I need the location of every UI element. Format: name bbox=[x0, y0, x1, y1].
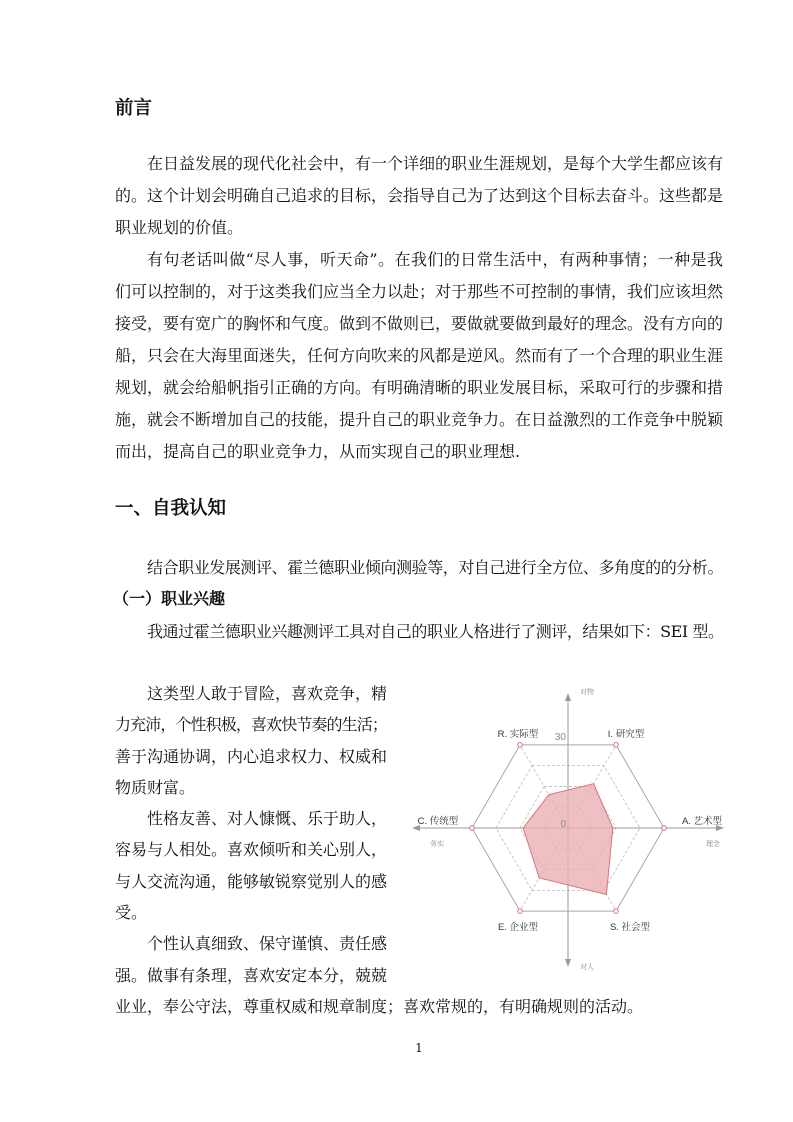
description-p1-line: 善于沟通协调，内心追求权力、权威和 bbox=[115, 746, 388, 766]
preface-p2-line: 而出，提高自己的职业竞争力，从而实现自己的职业理想. bbox=[115, 442, 521, 461]
description-p3-line: 强。做事有条理，喜欢安定本分，兢兢 bbox=[115, 965, 388, 985]
description-p1-line: 力充沛，个性积极，喜欢快节奏的生活； bbox=[115, 715, 387, 735]
description-p3-line: 业业，奉公守法，尊重权威和规章制度；喜欢常规的，有明确规则的活动。 bbox=[115, 996, 644, 1016]
preface-p2-line: 船，只会在大海里面迷失，任何方向吹来的风都是逆风。然而有了一个合理的职业生涯 bbox=[115, 346, 724, 365]
radar-category-label: S. 社会型 bbox=[609, 922, 651, 933]
description-p2-line: 受。 bbox=[115, 903, 148, 923]
page-number: 1 bbox=[415, 1041, 423, 1055]
radar-category-label: R. 实际型 bbox=[497, 729, 539, 740]
preface-p2-line: 规划，就会给船帆指引正确的方向。有明确清晰的职业发展目标，采取可行的步骤和措 bbox=[115, 378, 724, 397]
test-result-text: 我通过霍兰德职业兴趣测评工具对自己的职业人格进行了测评，结果如下：SEI 型。 bbox=[147, 622, 724, 641]
preface-p2-line: 有句老话叫做“尽人事，听天命”。在我们的日常生活中，有两种事情；一种是我 bbox=[147, 250, 723, 269]
preface-p2-line: 们可以控制的，对于这类我们应当全力以赴；对于那些不可控制的事情，我们应该坦然 bbox=[115, 282, 724, 301]
holland-radar-chart bbox=[400, 680, 730, 980]
radar-category-label: A. 艺术型 bbox=[681, 816, 723, 827]
radar-axis-label: 对物 bbox=[580, 689, 594, 696]
radar-category-label: I. 研究型 bbox=[607, 729, 645, 740]
radar-vertex-dot bbox=[518, 743, 523, 748]
description-p2-line: 容易与人相处。喜欢倾听和关心别人， bbox=[115, 840, 388, 860]
description-p2-line: 性格友善、对人慷慨、乐于助人， bbox=[147, 809, 388, 829]
radar-tick-label: 0 bbox=[560, 819, 566, 830]
preface-body bbox=[115, 148, 723, 468]
preface-title: 前言 bbox=[115, 97, 153, 118]
preface-p1-line: 在日益发展的现代化社会中，有一个详细的职业生涯规划，是每个大学生都应该有 bbox=[147, 154, 724, 173]
preface-p2-line: 接受，要有宽广的胸怀和气度。做到不做则已，要做就要做到最好的理念。没有方向的 bbox=[115, 314, 724, 333]
radar-vertex-dot bbox=[470, 826, 475, 831]
radar-axis-label: 理念 bbox=[706, 841, 720, 848]
preface-p1-line: 的。这个计划会明确自己追求的目标，会指导自己为了达到这个目标去奋斗。这些都是 bbox=[115, 186, 724, 205]
radar-axis-label: 对人 bbox=[580, 964, 594, 971]
radar-vertex-dot bbox=[662, 826, 667, 831]
description-p1-line: 这类型人敢于冒险，喜欢竞争，精 bbox=[147, 684, 388, 703]
description-p2-line: 与人交流沟通，能够敏锐察觉别人的感 bbox=[115, 871, 388, 891]
description-p3-line: 个性认真细致、保守谨慎、责任感 bbox=[147, 934, 388, 954]
preface-p1-line: 职业规划的价值。 bbox=[115, 218, 244, 237]
radar-category-label: C. 传统型 bbox=[417, 816, 459, 827]
radar-axis-label: 务实 bbox=[430, 841, 444, 848]
radar-vertex-dot bbox=[614, 909, 619, 914]
radar-tick-label: 30 bbox=[554, 732, 566, 743]
self-cognition-intro: 结合职业发展测评、霍兰德职业倾向测验等，对自己进行全方位、多角度的的分析。 bbox=[147, 558, 723, 577]
self-cognition-title: 一、自我认知 bbox=[115, 497, 227, 518]
radar-category-label: E. 企业型 bbox=[497, 922, 539, 933]
description-p1-line: 物质财富。 bbox=[115, 777, 196, 797]
axis-arrow-down-icon bbox=[565, 959, 571, 967]
career-interest-subtitle: （一）职业兴趣 bbox=[113, 591, 226, 608]
radar-vertex-dot bbox=[518, 909, 523, 914]
self-cognition-body bbox=[115, 552, 723, 648]
radar-data-polygon bbox=[523, 784, 613, 895]
preface-p2-line: 施，就会不断增加自己的技能，提升自己的职业竞争力。在日益激烈的工作竞争中脱颖 bbox=[115, 410, 724, 429]
axis-arrow-up-icon bbox=[565, 693, 571, 701]
radar-vertex-dot bbox=[614, 743, 619, 748]
